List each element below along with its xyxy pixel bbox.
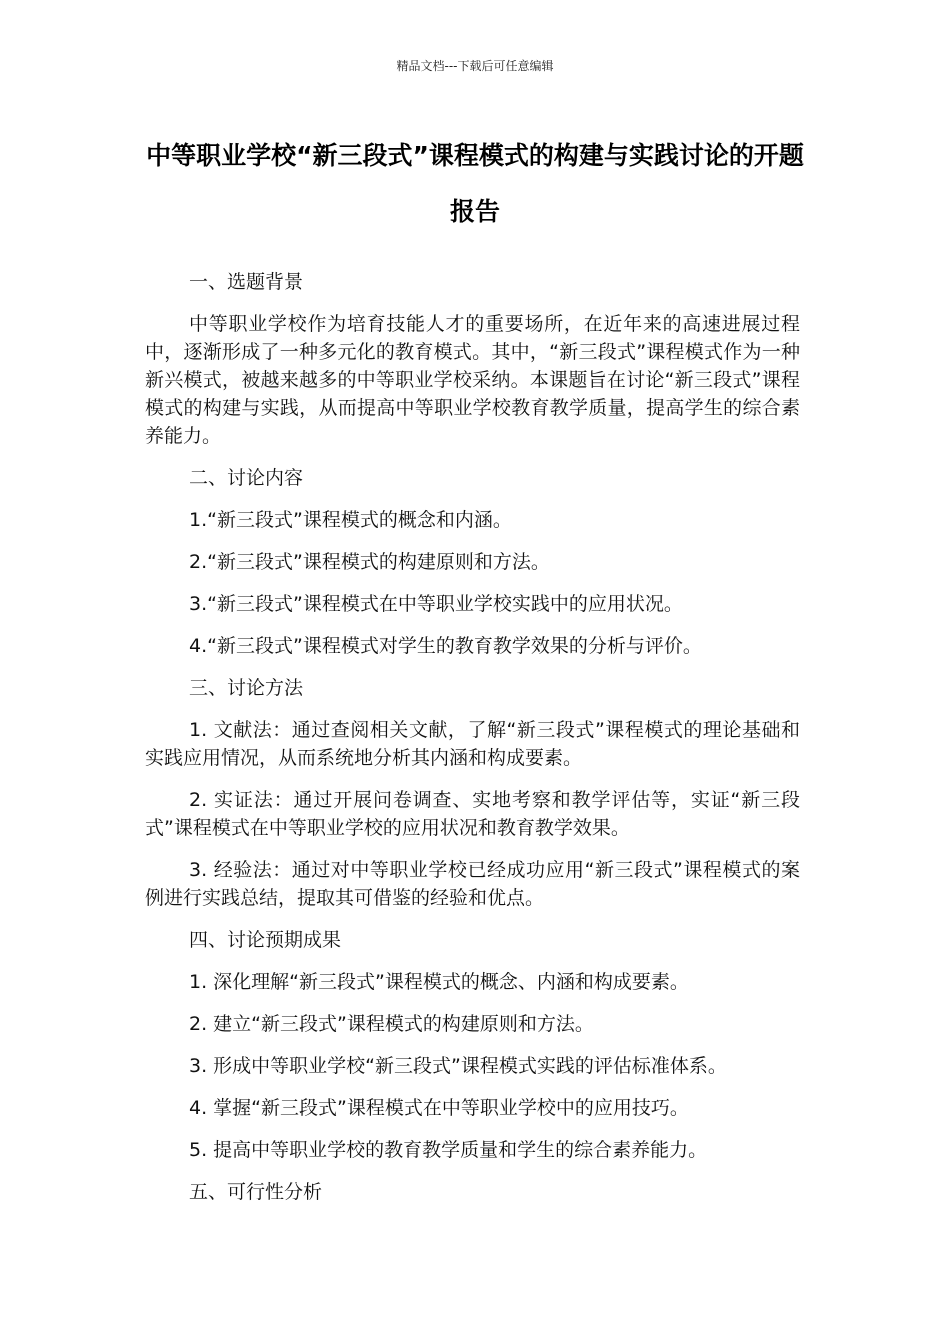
document-title: 中等职业学校“新三段式”课程模式的构建与实践讨论的开题报告 [146, 141, 804, 226]
document-body [145, 268, 800, 1220]
list-item-outcome-5: 5. 提高中等职业学校的教育教学质量和学生的综合素养能力。 [189, 1139, 708, 1161]
section-heading-outcomes: 四、讨论预期成果 [189, 929, 342, 951]
list-item-outcome-2: 2. 建立“新三段式”课程模式的构建原则和方法。 [189, 1013, 594, 1035]
list-item-outcome-1: 1. 深化理解“新三段式”课程模式的概念、内涵和构成要素。 [189, 971, 689, 993]
list-item-method-1: 1. 文献法：通过查阅相关文献，了解“新三段式”课程模式的理论基础和实践应用情况，从而系统地分析其内涵和构成要素。 [145, 719, 800, 769]
section-heading-feasibility: 五、可行性分析 [189, 1181, 323, 1203]
list-item-method-2: 2. 实证法：通过开展问卷调查、实地考察和教学评估等，实证“新三段式”课程模式在中等职业学校的应用状况和教育教学效果。 [145, 789, 800, 839]
list-item-content-2: 2.“新三段式”课程模式的构建原则和方法。 [189, 551, 550, 573]
section-heading-methods: 三、讨论方法 [189, 677, 304, 699]
paragraph-background: 中等职业学校作为培育技能人才的重要场所，在近年来的高速进展过程中，逐渐形成了一种多元化的教育模式。其中，“新三段式”课程模式作为一种新兴模式，被越来越多的中等职业学校采纳。本课题旨在讨论“新三段式”课程模式的构建与实践，从而提高中等职业学校教育教学质量，提高学生的综合素养能力。 [145, 313, 800, 447]
list-item-content-1: 1.“新三段式”课程模式的概念和内涵。 [189, 509, 512, 531]
list-item-outcome-3: 3. 形成中等职业学校“新三段式”课程模式实践的评估标准体系。 [189, 1055, 727, 1077]
section-heading-content: 二、讨论内容 [189, 467, 304, 489]
list-item-outcome-4: 4. 掌握“新三段式”课程模式在中等职业学校中的应用技巧。 [189, 1097, 689, 1119]
list-item-content-4: 4.“新三段式”课程模式对学生的教育教学效果的分析与评价。 [189, 635, 702, 657]
list-item-content-3: 3.“新三段式”课程模式在中等职业学校实践中的应用状况。 [189, 593, 683, 615]
list-item-method-3: 3. 经验法：通过对中等职业学校已经成功应用“新三段式”课程模式的案例进行实践总结，提取其可借鉴的经验和优点。 [145, 859, 800, 909]
page-header: 精品文档---下载后可任意编辑 [396, 59, 554, 73]
section-heading-background: 一、选题背景 [189, 271, 304, 293]
